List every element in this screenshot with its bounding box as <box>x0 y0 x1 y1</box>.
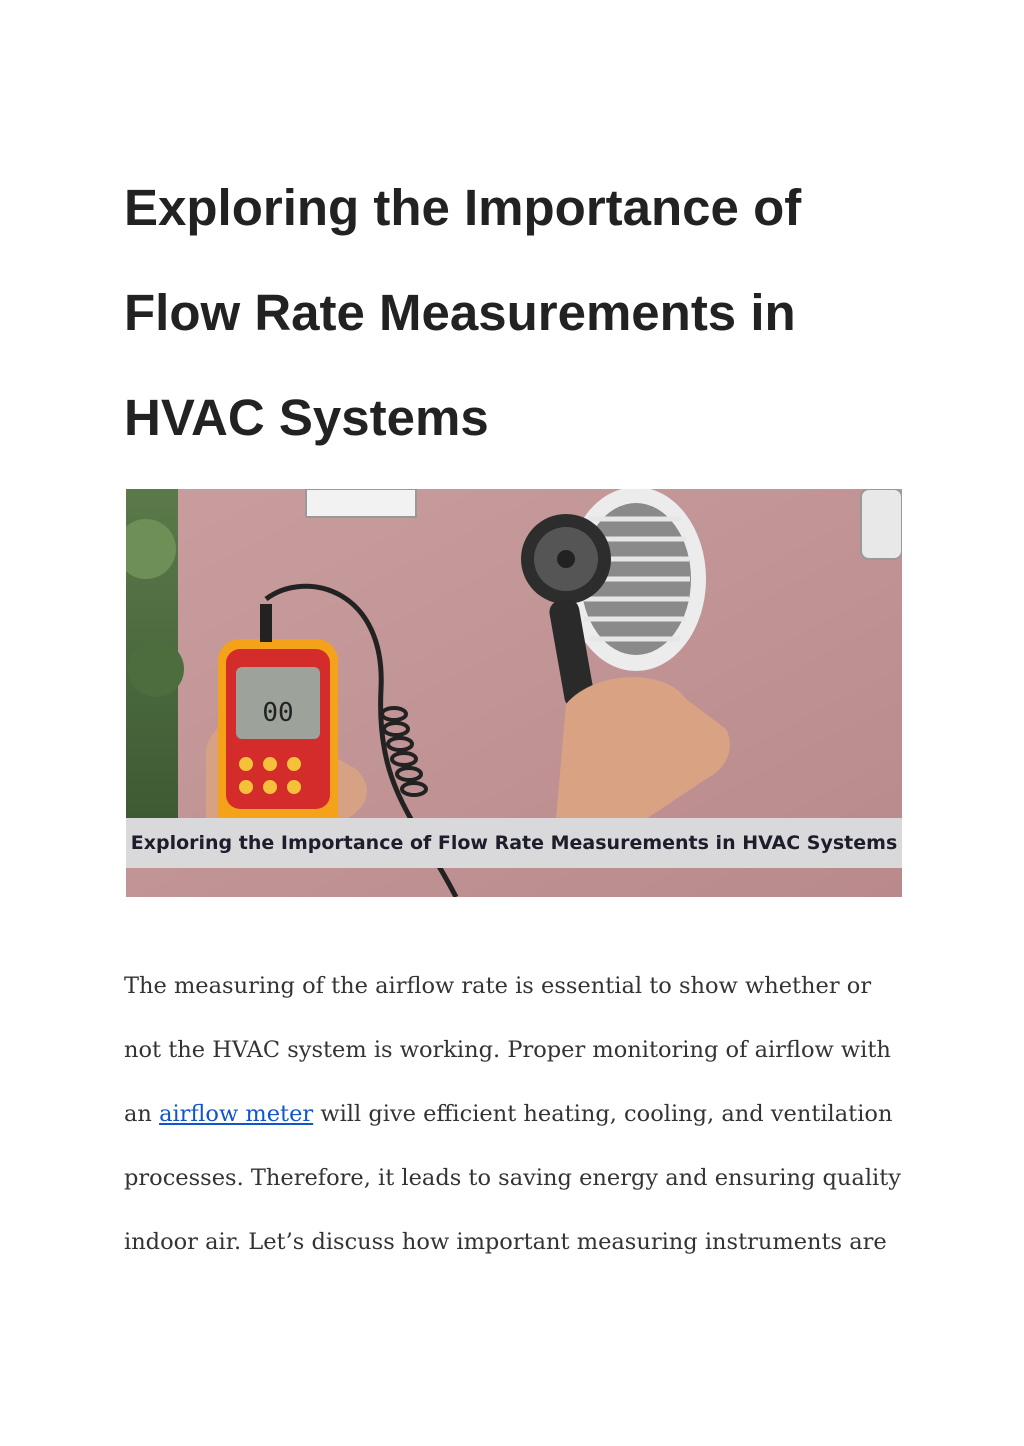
body-line-4: processes. Therefore, it leads to saving energy and ensuring quality <box>124 1165 901 1191</box>
body-line-3-end: will give efficient heating, cooling, and ventilation <box>313 1101 893 1127</box>
title-line-3: HVAC Systems <box>124 389 489 446</box>
airflow-meter-link[interactable]: airflow meter <box>159 1101 314 1127</box>
body-line-1: The measuring of the airflow rate is essential to show whether or <box>124 973 872 999</box>
hero-image <box>126 489 902 897</box>
article-body <box>124 954 904 1274</box>
image-caption-band <box>126 818 902 868</box>
body-line-3 <box>124 1082 904 1146</box>
body-line-3-start: an <box>124 1101 160 1127</box>
body-line-2: not the HVAC system is working. Proper monitoring of airflow with <box>124 1037 891 1063</box>
meter-display-value: 00 <box>262 698 294 728</box>
title-line-2: Flow Rate Measurements in <box>124 284 796 341</box>
body-line-5: indoor air. Let’s discuss how important measuring instruments are <box>124 1229 887 1255</box>
title-line-1: Exploring the Importance of <box>124 179 802 236</box>
article-title <box>124 155 924 470</box>
image-caption: Exploring the Importance of Flow Rate Measurements in HVAC Systems <box>130 832 898 854</box>
